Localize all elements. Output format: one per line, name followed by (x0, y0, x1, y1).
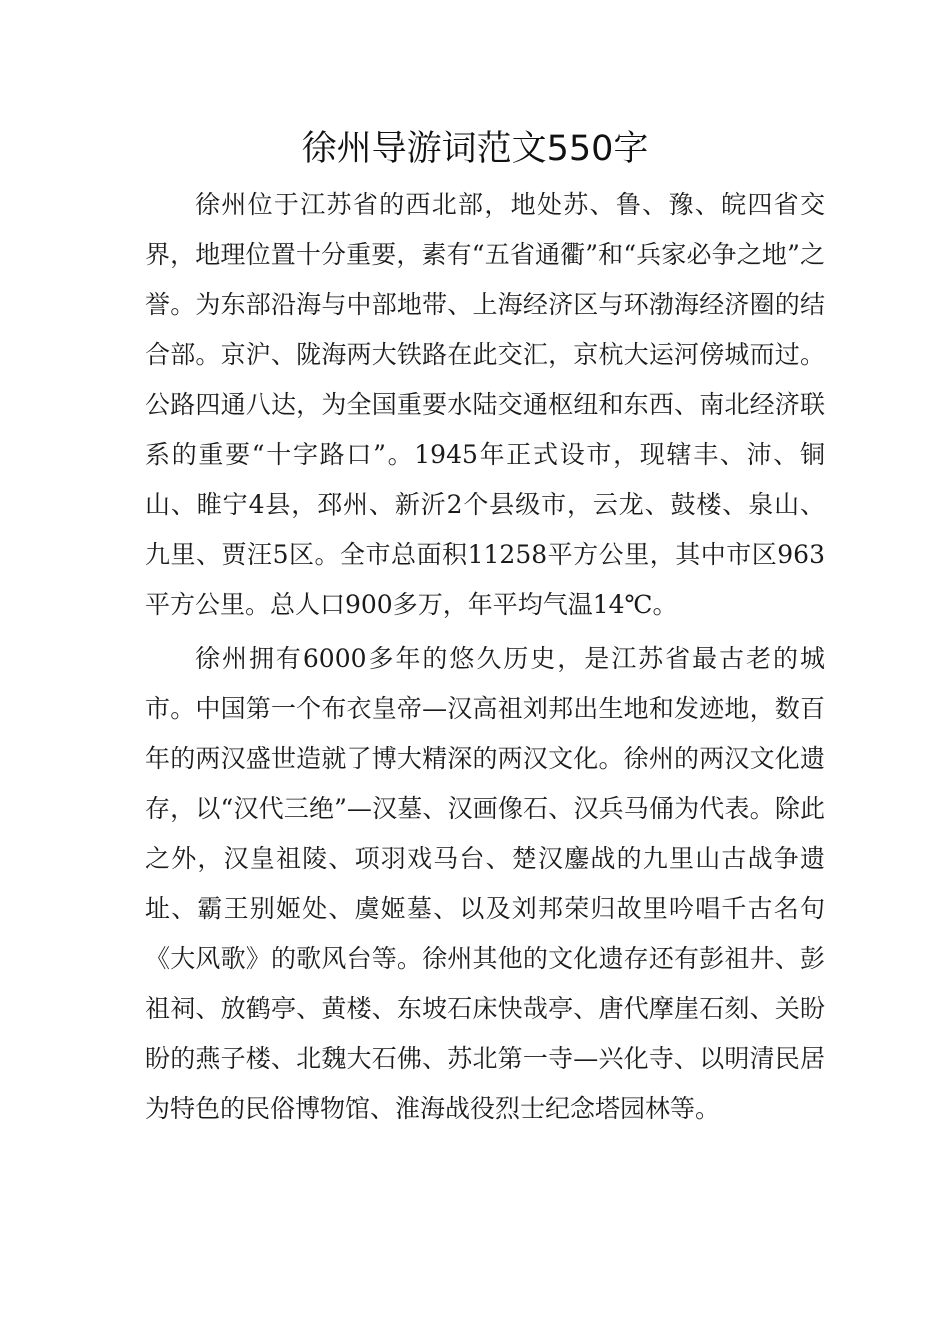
document-title: 徐州导游词范文550字 (301, 129, 649, 169)
paragraph-1: 徐州位于江苏省的西北部，地处苏、鲁、豫、皖四省交界，地理位置十分重要，素有“五省通衢”和“兵家必争之地”之誉。为东部沿海与中部地带、上海经济区与环渤海经济圈的结合部。京沪、陇海两大铁路在此交汇，京杭大运河傍城而过。公路四通八达，为全国重要水陆交通枢纽和东西、南北经济联系的重要“十字路口”。1945年正式设市，现辖丰、沛、铜山、睢宁4县，邳州、新沂2个县级市，云龙、鼓楼、泉山、九里、贾汪5区。全市总面积11258平方公里，其中市区963平方公里。总人口900多万，年平均气温14℃。 (145, 190, 825, 619)
paragraph-2: 徐州拥有6000多年的悠久历史，是江苏省最古老的城市。中国第一个布衣皇帝—汉高祖刘邦出生地和发迹地，数百年的两汉盛世造就了博大精深的两汉文化。徐州的两汉文化遗存，以“汉代三绝”—汉墓、汉画像石、汉兵马俑为代表。除此之外，汉皇祖陵、项羽戏马台、楚汉鏖战的九里山古战争遗址、霸王别姬处、虞姬墓、以及刘邦荣归故里吟唱千古名句《大风歌》的歌风台等。徐州其他的文化遗存还有彭祖井、彭祖祠、放鹤亭、黄楼、东坡石床快哉亭、唐代摩崖石刻、关盼盼的燕子楼、北魏大石佛、苏北第一寺—兴化寺、以明清民居为特色的民俗博物馆、淮海战役烈士纪念塔园林等。 (145, 644, 825, 1123)
document-body (145, 180, 825, 1134)
